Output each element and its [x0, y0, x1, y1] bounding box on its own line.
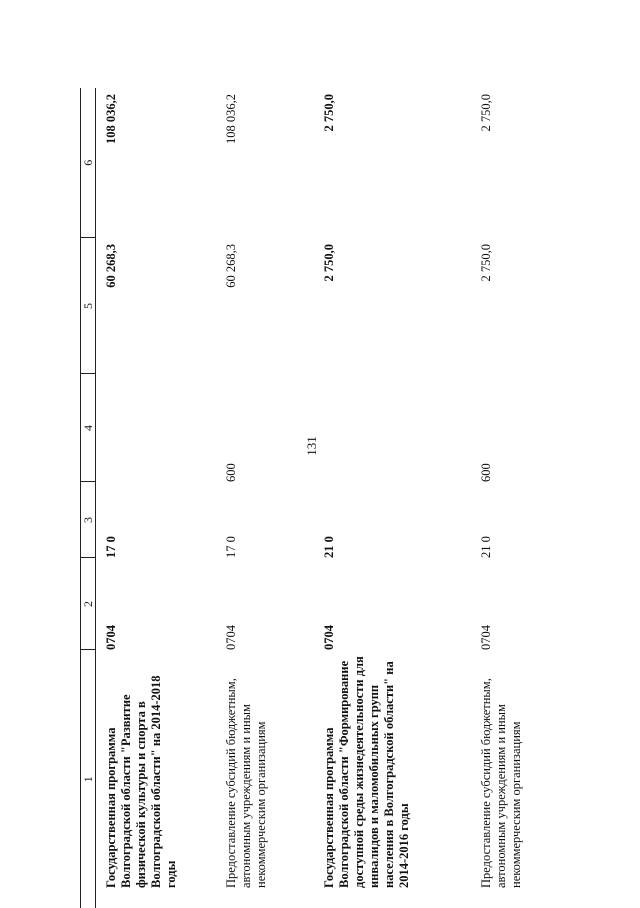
- section-code: 0704: [104, 625, 118, 650]
- expense-name: Предоставление субсидий бюджетным, автономным учреждениям и иным некоммерческим организациям: [479, 678, 523, 888]
- row-name-cell: [216, 650, 314, 908]
- program-name: Государственная программа Волгоградской области "Развитие физической культуры и спорта в Волгоградской области" на 2014-2018 годы: [104, 675, 178, 888]
- header-col-1: 1: [81, 650, 96, 908]
- budget-table-wrapper: [80, 88, 550, 908]
- budget-table: [80, 88, 557, 908]
- sum-2017: 60 268,3: [104, 244, 118, 288]
- target-cell: [96, 482, 217, 558]
- sum-2018: 108 036,2: [224, 94, 238, 144]
- section-cell: [314, 558, 471, 650]
- expense-type: 600: [479, 463, 493, 482]
- program-name: Государственная программа Волгоградской области "Формирование доступной среды жизнедеятельности для инвалидов и маломобильных групп населения в Волгоградской области" на 2014-2016 годы: [322, 656, 411, 888]
- target-cell: [216, 482, 314, 558]
- section-cell: [216, 558, 314, 650]
- target-code: 17 0: [104, 536, 118, 558]
- sum-2017-cell: [96, 238, 217, 374]
- header-col-6: 6: [81, 88, 96, 238]
- header-col-5: 5: [81, 238, 96, 374]
- target-cell: [314, 482, 471, 558]
- table-header-row: [81, 88, 96, 908]
- target-code: 21 0: [479, 536, 493, 558]
- sum-2018-cell: [216, 88, 314, 238]
- target-cell: [471, 482, 557, 558]
- type-cell: [314, 374, 471, 482]
- sum-2017-cell: [471, 238, 557, 374]
- type-cell: [471, 374, 557, 482]
- header-col-3: 3: [81, 482, 96, 558]
- type-cell: [216, 374, 314, 482]
- sum-2018-cell: [96, 88, 217, 238]
- page-number: 131: [304, 436, 319, 456]
- expense-type: 600: [224, 463, 238, 482]
- sum-2018: 108 036,2: [104, 94, 118, 144]
- section-code: 0704: [479, 625, 493, 650]
- header-col-2: 2: [81, 558, 96, 650]
- sum-2017: 60 268,3: [224, 244, 238, 288]
- sum-2017: 2 750,0: [479, 244, 493, 282]
- expense-type: [314, 374, 322, 482]
- row-name-cell: [314, 650, 471, 908]
- sum-2018-cell: [314, 88, 471, 238]
- section-cell: [471, 558, 557, 650]
- header-col-4: 4: [81, 374, 96, 482]
- sum-2017: 2 750,0: [322, 244, 336, 282]
- row-name-cell: [471, 650, 557, 908]
- table-row: [216, 88, 314, 908]
- target-code: 21 0: [322, 536, 336, 558]
- sum-2018-cell: [471, 88, 557, 238]
- table-row: [471, 88, 557, 908]
- target-code: 17 0: [224, 536, 238, 558]
- sum-2018: 2 750,0: [479, 94, 493, 132]
- section-code: 0704: [322, 625, 336, 650]
- table-row: [314, 88, 471, 908]
- table-row: [96, 88, 217, 908]
- section-code: 0704: [224, 625, 238, 650]
- sum-2018: 2 750,0: [322, 94, 336, 132]
- type-cell: [96, 374, 217, 482]
- sum-2017-cell: [314, 238, 471, 374]
- sum-2017-cell: [216, 238, 314, 374]
- expense-type: [96, 374, 104, 482]
- row-name-cell: [96, 650, 217, 908]
- expense-name: Предоставление субсидий бюджетным, автономным учреждениям и иным некоммерческим организациям: [224, 678, 268, 888]
- section-cell: [96, 558, 217, 650]
